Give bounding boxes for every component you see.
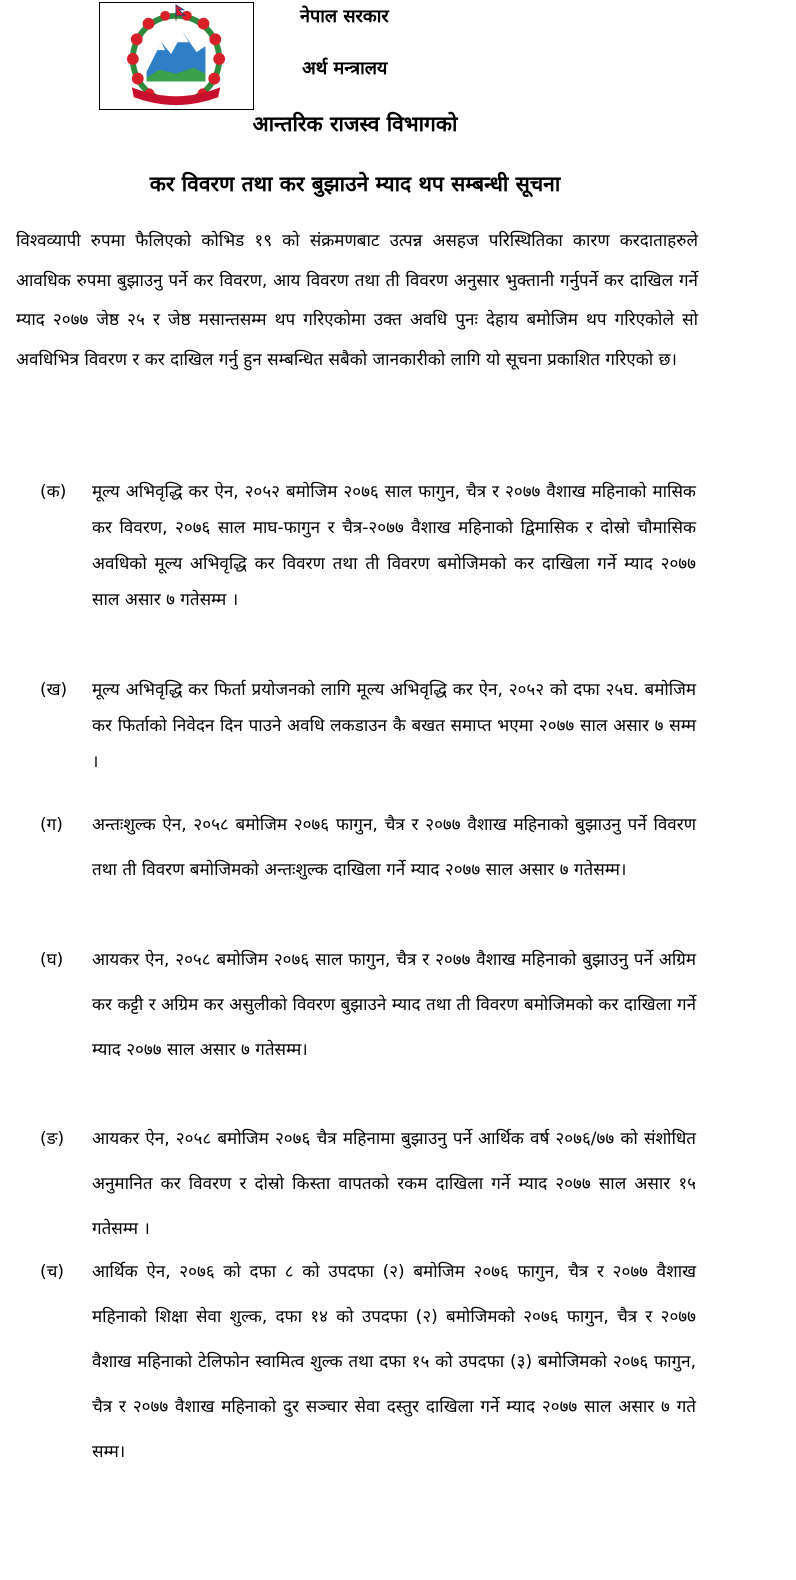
item-marker: (घ) — [40, 950, 64, 970]
nepal-government-emblem-icon — [100, 3, 253, 109]
item-text: आयकर ऐन, २०५८ बमोजिम २०७६ चैत्र महिनामा बुझाउनु पर्ने आर्थिक वर्ष २०७६/७७ को संशोधित अनुमानित कर विवरण र दोस्रो किस्ता वापतको रकम दाखिला गर्ने म्याद २०७७ साल असार १५ गतेसम्म । — [92, 1129, 696, 1239]
notice-title: कर विवरण तथा कर बुझाउने म्याद थप सम्बन्धी सूचना — [149, 172, 561, 196]
department-name: आन्तरिक राजस्व विभागको — [252, 112, 458, 136]
item-text: मूल्य अभिवृद्धि कर ऐन, २०५२ बमोजिम २०७६ साल फागुन, चैत्र र २०७७ वैशाख महिनाको मासिक कर विवरण, २०७६ साल माघ-फागुन र चैत्र-२०७७ वैशाख महिनाको द्विमासिक र दोस्रो चौमासिक अवधिको मूल्य अभिवृद्धि कर विवरण तथा ती विवरण बमोजिमको कर दाखिला गर्ने म्याद २०७७ साल असार ७ गतेसम्म । — [92, 482, 696, 610]
notice-intro: विश्वव्यापी रुपमा फैलिएको कोभिड १९ को संक्रमणबाट उत्पन्न असहज परिस्थितिका कारण करदाताहरुले आवधिक रुपमा बुझाउनु पर्ने कर विवरण, आय विवरण तथा ती विवरण अनुसार भुक्तानी गर्नुपर्ने कर दाखिल गर्ने म्याद २०७७ जेष्ठ २५ र जेष्ठ मसान्तसम्म थप गरिएकोमा उक्त अवधि पुनः देहाय बमोजिम थप गरिएकोले सो अवधिभित्र विवरण र कर दाखिल गर्नु हुन सम्बन्धित सबैको जानकारीको लागि यो सूचना प्रकाशित गरिएको छ। — [16, 231, 698, 370]
notice-item-ga — [40, 803, 696, 893]
government-name: नेपाल सरकार — [300, 6, 389, 27]
notice-item-cha — [40, 1250, 696, 1475]
item-marker: (क) — [40, 482, 67, 502]
item-text: आयकर ऐन, २०५८ बमोजिम २०७६ साल फागुन, चैत्र र २०७७ वैशाख महिनाको बुझाउनु पर्ने अग्रिम कर कट्टी र अग्रिम कर असुलीको विवरण बुझाउने म्याद तथा ती विवरण बमोजिमको कर दाखिला गर्ने म्याद २०७७ साल असार ७ गतेसम्म। — [92, 950, 696, 1060]
item-text: अन्तःशुल्क ऐन, २०५८ बमोजिम २०७६ फागुन, चैत्र र २०७७ वैशाख महिनाको बुझाउनु पर्ने विवरण तथा ती विवरण बमोजिमको अन्तःशुल्क दाखिला गर्ने म्याद २०७७ साल असार ७ गतेसम्म। — [92, 815, 696, 880]
ministry-name: अर्थ मन्त्रालय — [302, 58, 388, 79]
notice-item-nga — [40, 1117, 696, 1252]
notice-item-kha — [40, 672, 696, 780]
item-marker: (ङ) — [40, 1129, 65, 1149]
emblem-frame — [99, 2, 254, 110]
item-marker: (ग) — [40, 815, 63, 835]
notice-item-gha — [40, 938, 696, 1073]
item-marker: (ख) — [40, 680, 68, 700]
item-marker: (च) — [40, 1262, 65, 1282]
notice-item-ka — [40, 474, 696, 618]
item-text: आर्थिक ऐन, २०७६ को दफा ८ को उपदफा (२) बमोजिम २०७६ फागुन, चैत्र र २०७७ वैशाख महिनाको शिक्षा सेवा शुल्क, दफा १४ को उपदफा (२) बमोजिमको २०७६ फागुन, चैत्र र २०७७ वैशाख महिनाको टेलिफोन स्वामित्व शुल्क तथा दफा १५ को उपदफा (३) बमोजिमको २०७६ फागुन, चैत्र र २०७७ वैशाख महिनाको दुर सञ्चार सेवा दस्तुर दाखिला गर्ने म्याद २०७७ साल असार ७ गते सम्म। — [92, 1262, 696, 1462]
item-text: मूल्य अभिवृद्धि कर फिर्ता प्रयोजनको लागि मूल्य अभिवृद्धि कर ऐन, २०५२ को दफा २५घ. बमोजिम कर फिर्ताको निवेदन दिन पाउने अवधि लकडाउन कै बखत समाप्त भएमा २०७७ साल असार ७ सम्म । — [92, 680, 696, 772]
